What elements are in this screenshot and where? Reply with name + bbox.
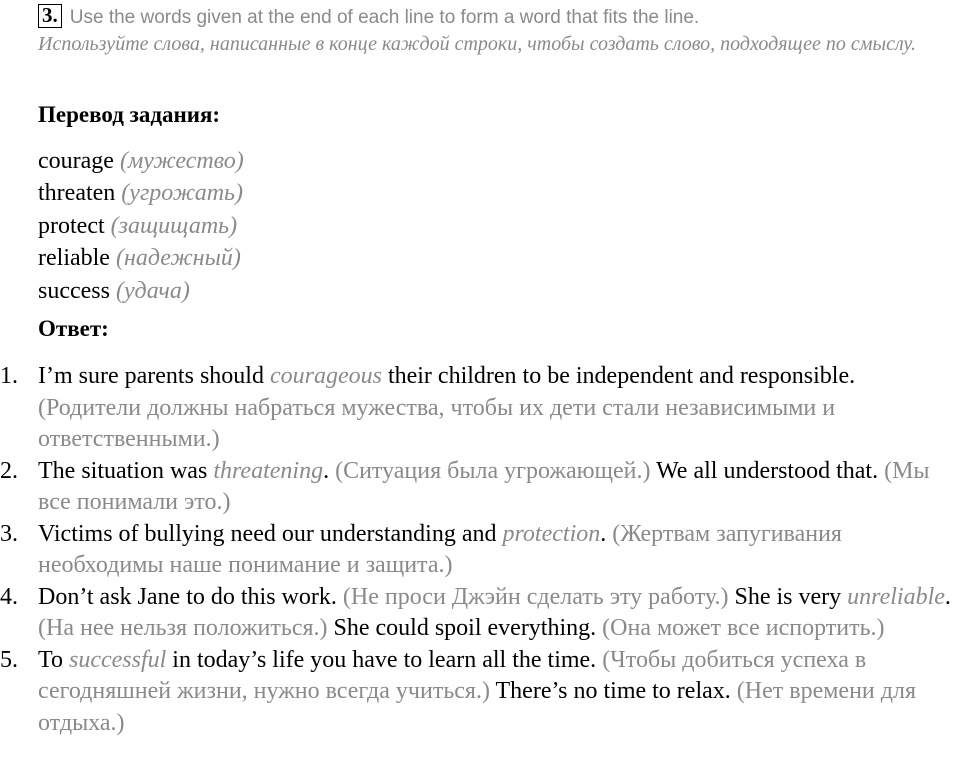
word-en: success [38,277,110,304]
answer-number: 4. [0,583,18,610]
word-item [38,275,244,307]
answer-item [0,519,960,582]
word-list [38,145,244,307]
answer-item [0,645,960,740]
answer-translation: (Мы все понимали это.) [38,457,930,515]
word-ru: (угрожать) [121,180,243,207]
word-ru: (удача) [115,277,190,304]
word-item [38,177,244,209]
answer-translation: (Жертвам запугивания необходимы наше понимание и защита.) [38,520,842,578]
answer-item [0,456,960,519]
answer-translation: (На нее нельзя положиться.) [38,615,328,641]
answer-text: We all understood that. [650,457,885,484]
task-number-badge: 3. [38,4,62,28]
answer-number: 2. [0,457,18,484]
answer-text: . [323,457,336,484]
answer-translation: (Родители должны набраться мужества, чтобы их дети стали независимыми и ответственными.) [38,394,836,452]
answer-translation: (Она может все испортить.) [602,615,885,641]
answer-text: I’m sure parents should [38,363,270,389]
instruction-russian: Используйте слова, написанные в конце каждой строки, чтобы создать слово, подходящее по смыслу. [38,33,917,55]
answer-filled-word: threatening [213,457,324,484]
answer-text: She could spoil everything. [327,615,603,641]
answer-text: . [600,520,613,547]
answer-number: 1. [0,363,18,389]
word-ru: (защищать) [110,212,238,239]
task-instruction-line [38,4,953,29]
answer-filled-word: unreliable [847,583,945,610]
word-ru: (надежный) [115,245,241,272]
answer-text: Victims of bullying need our understanding and [38,520,503,547]
word-item [38,210,244,242]
answer-translation: (Нет времени для отдыха.) [38,678,916,736]
word-en: threaten [38,180,116,207]
answer-item [0,361,960,456]
answer-filled-word: courageous [269,363,382,389]
word-ru: (мужество) [119,148,244,174]
answer-text: The situation was [38,457,214,484]
answer-translation: (Чтобы добиться успеха в сегодняшней жизни, нужно всегда учиться.) [38,646,867,704]
answer-text: There’s no time to relax. [489,678,737,704]
answer-text: She is very [728,583,848,610]
word-en: courage [38,148,114,174]
answer-filled-word: successful [68,646,167,673]
answer-text: To [38,646,69,673]
answer-list [0,361,960,739]
answer-translation: (Не проси Джэйн сделать эту работу.) [342,583,729,610]
word-en: protect [38,212,105,239]
word-en: reliable [38,245,110,272]
answer-text: in today’s life you have to learn all the time. [166,646,603,673]
answer-item [0,582,960,645]
task-header [38,4,953,59]
translation-heading: Перевод задания: [38,102,221,127]
word-item [38,145,244,177]
answer-heading: Ответ: [38,316,109,341]
instruction-english: Use the words given at the end of each line to form a word that fits the line. [69,7,700,28]
answer-filled-word: protection [502,520,601,547]
answer-text: . [944,583,951,610]
word-item [38,242,244,274]
answer-text: Don’t ask Jane to do this work. [38,583,343,610]
answer-translation: (Ситуация была угрожающей.) [335,457,651,484]
answer-number: 3. [0,520,18,547]
answer-text: their children to be independent and responsible. [381,363,856,389]
answer-number: 5. [0,646,18,673]
